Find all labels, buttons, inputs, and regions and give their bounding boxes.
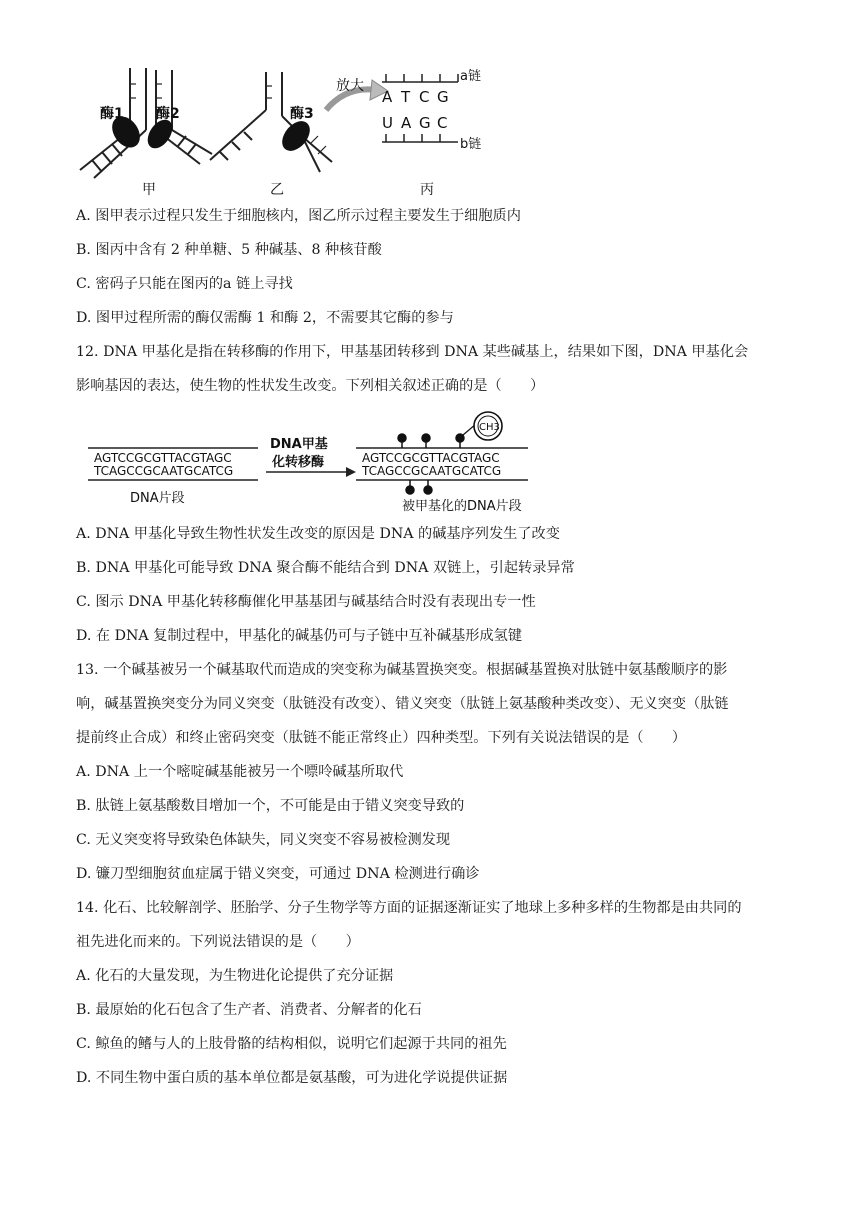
q13-option-b: B. 肽链上氨基酸数目增加一个，不可能是由于错义突变导致的 [76, 798, 465, 814]
dna-seq-bottom-left: TCAGCCGCAATGCATCG [94, 464, 234, 478]
q11-option-d: D. 图甲过程所需的酶仅需酶 1 和酶 2，不需要其它酶的参与 [76, 310, 454, 326]
q13-stem-line-3: 提前终止合成）和终止密码突变（肽链不能正常终止）四种类型。下列有关说法错误的是（ ） [76, 730, 687, 746]
figure-yi [210, 72, 332, 172]
replication-transcription-figure [70, 60, 510, 200]
q14-stem-line-1: 14. 化石、比较解剖学、胚胎学、分子生物学等方面的证据逐渐证实了地球上多种多样的生物都是由共同的 [76, 900, 742, 916]
q11-option-a: A. 图甲表示过程只发生于细胞核内，图乙所示过程主要发生于细胞质内 [76, 208, 521, 224]
strand-b-base-3: G [419, 114, 431, 132]
q13-stem-line-1: 13. 一个碱基被另一个碱基取代而造成的突变称为碱基置换突变。根据碱基置换对肽链中氨基酸顺序的影 [76, 662, 728, 678]
q12-option-d: D. 在 DNA 复制过程中，甲基化的碱基仍可与子链中互补碱基形成氢键 [76, 628, 523, 644]
q12-stem-line-2: 影响基因的表达，使生物的性状发生改变。下列相关叙述正确的是（ ） [76, 378, 545, 394]
dna-seq-top-left: AGTCCGCGTTACGTAGC [94, 451, 232, 465]
q14-option-a: A. 化石的大量发现，为生物进化论提供了充分证据 [76, 968, 394, 984]
q13-option-d: D. 镰刀型细胞贫血症属于错义突变，可通过 DNA 检测进行确诊 [76, 866, 480, 882]
transfer-arrow-head [346, 467, 356, 477]
q12-option-b: B. DNA 甲基化可能导致 DNA 聚合酶不能结合到 DNA 双链上，引起转录异常 [76, 560, 575, 576]
q12-option-c: C. 图示 DNA 甲基化转移酶催化甲基基团与碱基结合时没有表现出专一性 [76, 594, 536, 610]
methylated-fragment-caption: 被甲基化的DNA片段 [402, 499, 522, 514]
dna-fragment-caption: DNA片段 [130, 491, 185, 506]
enzyme1-label: 酶1 [100, 106, 124, 122]
q14-option-b: B. 最原始的化石包含了生产者、消费者、分解者的化石 [76, 1002, 422, 1018]
strand-b-base-4: C [437, 114, 448, 132]
q13-option-c: C. 无义突变将导致染色体缺失，同义突变不容易被检测发现 [76, 832, 451, 848]
q13-stem-line-2: 响，碱基置换突变分为同义突变（肽链没有改变）、错义突变（肽链上氨基酸种类改变）、无义突变（肽链 [76, 696, 729, 712]
dna-seq-bottom-right: TCAGCCGCAATGCATCG [362, 464, 502, 478]
strand-b-label: b链 [460, 137, 482, 152]
strand-a-base-1: A [382, 88, 393, 106]
q14-option-c: C. 鲸鱼的鳍与人的上肢骨骼的结构相似，说明它们起源于共同的祖先 [76, 1036, 507, 1052]
q13-option-a: A. DNA 上一个嘧啶碱基能被另一个嘌呤碱基所取代 [76, 764, 404, 780]
q12-option-a: A. DNA 甲基化导致生物性状发生改变的原因是 DNA 的碱基序列发生了改变 [76, 526, 560, 542]
methyl-groups-top [398, 434, 464, 448]
strand-b-base-2: A [401, 114, 412, 132]
strand-a-base-4: G [437, 88, 449, 106]
methyl-groups-bottom [406, 480, 432, 494]
q11-option-c: C. 密码子只能在图丙的a 链上寻找 [76, 276, 293, 292]
enzyme-label-line2: 化转移酶 [272, 455, 325, 470]
q12-stem-line-1: 12. DNA 甲基化是指在转移酶的作用下，甲基基团转移到 DNA 某些碱基上，结果如下图，DNA 甲基化会 [76, 344, 749, 360]
label-bing: 丙 [420, 182, 434, 198]
dna-seq-top-right: AGTCCGCGTTACGTAGC [362, 451, 500, 465]
magnify-label: 放大 [336, 78, 364, 94]
strand-a-base-2: T [401, 88, 411, 106]
strand-a-label: a链 [460, 69, 481, 84]
dna-methylation-figure [84, 410, 554, 520]
strand-b-base-1: U [382, 114, 393, 132]
enzyme3-label: 酶3 [290, 106, 314, 122]
enzyme-label-line1: DNA甲基 [270, 437, 328, 452]
enzyme2-label: 酶2 [156, 106, 180, 122]
q14-stem-line-2: 祖先进化而来的。下列说法错误的是（ ） [76, 934, 360, 950]
strand-a-base-3: C [419, 88, 430, 106]
label-jia: 甲 [142, 182, 156, 198]
q11-option-b: B. 图丙中含有 2 种单糖、5 种碱基、8 种核苷酸 [76, 242, 382, 258]
figure-jia [80, 68, 212, 178]
label-yi: 乙 [270, 182, 284, 198]
q14-option-d: D. 不同生物中蛋白质的基本单位都是氨基酸，可为进化学说提供证据 [76, 1070, 508, 1086]
methyl-label: CH3 [479, 422, 500, 433]
